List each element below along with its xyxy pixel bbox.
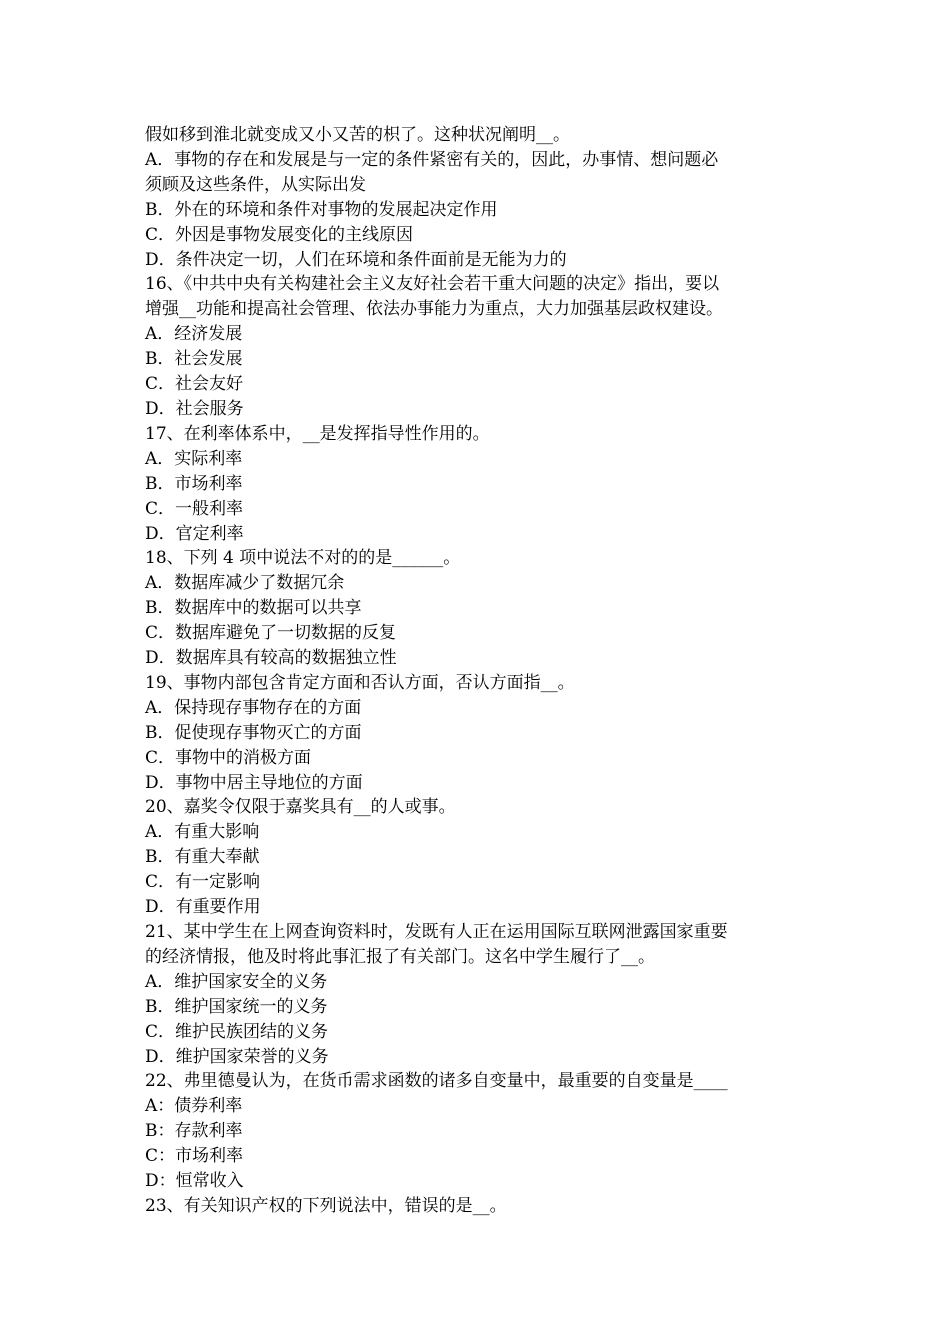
option-b: B．外在的环境和条件对事物的发展起决定作用: [145, 199, 498, 220]
option-c: C．维护民族团结的义务: [145, 1021, 329, 1042]
option-c: C．事物中的消极方面: [145, 747, 312, 768]
option-d: D．条件决定一切，人们在环境和条件面前是无能为力的: [145, 249, 567, 270]
option-c: C．外因是事物发展变化的主线原因: [145, 224, 414, 245]
option-d: D．事物中居主导地位的方面: [145, 772, 363, 793]
question-16: 16、《中共中央有关构建社会主义友好社会若干重大问题的决定》指出，要以: [145, 274, 720, 295]
option-c: C．数据库避免了一切数据的反复: [145, 623, 397, 644]
option-a: A．实际利率: [145, 448, 243, 469]
option-b: B．社会发展: [145, 349, 243, 370]
option-d: D．数据库具有较高的数据独立性: [145, 648, 397, 669]
option-a: A．事物的存在和发展是与一定的条件紧密有关的，因此，办事情、想问题必: [145, 149, 719, 170]
option-b: B．有重大奉献: [145, 847, 260, 868]
option-a: A．数据库减少了数据冗余: [145, 573, 345, 594]
question-20: 20、嘉奖令仅限于嘉奖具有__的人或事。: [145, 797, 456, 818]
option-a: A．维护国家安全的义务: [145, 971, 328, 992]
option-a: A：债券利率: [145, 1096, 243, 1117]
document-page: [145, 123, 815, 1219]
text-line: 须顾及这些条件，从实际出发: [145, 174, 366, 195]
text-line: 假如移到淮北就变成又小又苦的枳了。这种状况阐明__。: [145, 125, 570, 145]
option-c: C．社会友好: [145, 374, 244, 395]
option-d: D．官定利率: [145, 523, 244, 544]
option-d: D：恒常收入: [145, 1171, 244, 1192]
option-d: D．维护国家荣誉的义务: [145, 1046, 329, 1067]
question-19: 19、事物内部包含肯定方面和否认方面，否认方面指__。: [145, 672, 575, 693]
question-17: 17、在利率体系中，__是发挥指导性作用的。: [145, 423, 490, 444]
option-c: C．一般利率: [145, 498, 244, 519]
question-22: 22、弗里德曼认为，在货币需求函数的诸多自变量中，最重要的自变量是____: [145, 1071, 728, 1092]
option-a: A．有重大影响: [145, 822, 260, 843]
option-b: B：存款利率: [145, 1121, 243, 1142]
option-b: B．市场利率: [145, 473, 243, 494]
question-18: 18、下列 4 项中说法不对的的是______。: [145, 548, 461, 569]
option-c: C．有一定影响: [145, 872, 261, 893]
text-line: 的经济情报，他及时将此事汇报了有关部门。这名中学生履行了__。: [145, 946, 655, 967]
question-21: 21、某中学生在上网查询资料时，发既有人正在运用国际互联网泄露国家重要: [145, 922, 728, 942]
text-line: 增强__功能和提高社会管理、依法办事能力为重点，大力加强基层政权建设。: [145, 299, 723, 320]
option-a: A．保持现存事物存在的方面: [145, 697, 362, 718]
option-b: B．促使现存事物灭亡的方面: [145, 722, 362, 743]
option-b: B．维护国家统一的义务: [145, 996, 328, 1017]
option-a: A．经济发展: [145, 324, 243, 345]
option-c: C：市场利率: [145, 1146, 244, 1167]
option-b: B．数据库中的数据可以共享: [145, 598, 362, 619]
question-23: 23、有关知识产权的下列说法中，错误的是__。: [145, 1195, 507, 1216]
option-d: D．有重要作用: [145, 897, 261, 918]
option-d: D．社会服务: [145, 398, 244, 419]
